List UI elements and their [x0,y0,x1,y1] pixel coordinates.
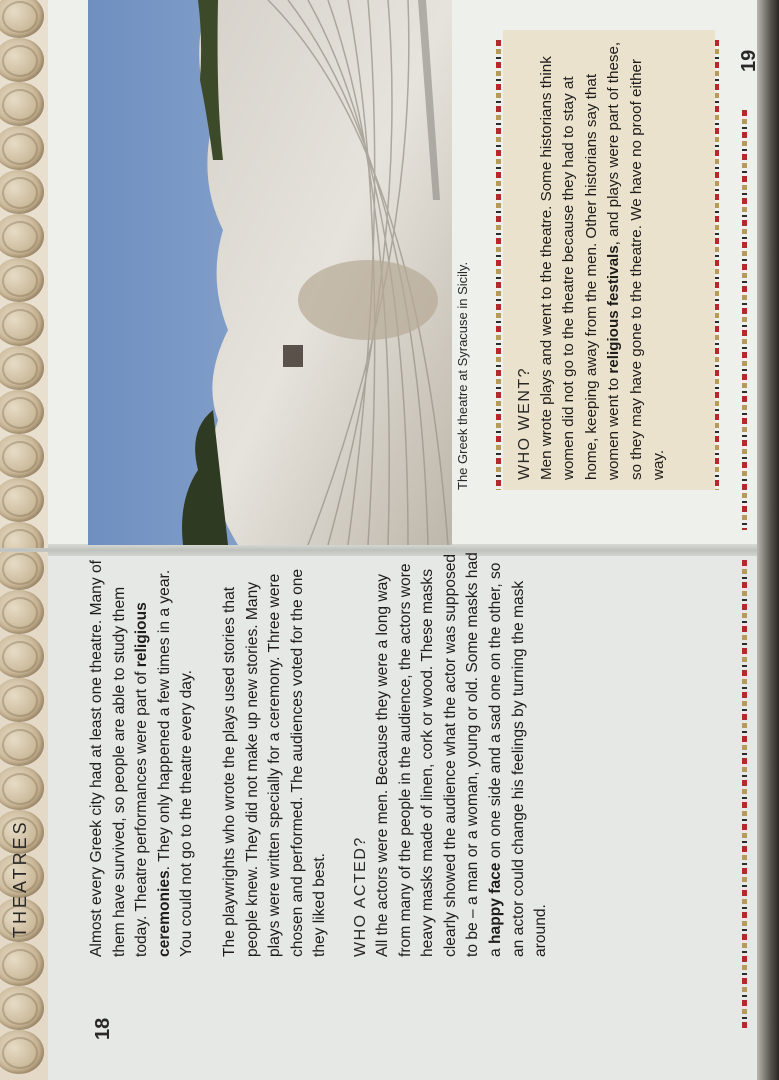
left-page-text [86,547,573,957]
coin-ornament [0,766,44,810]
coin-ornament [0,126,44,170]
paragraph-3: All the actors were men. Because they were a long way from many of the people in the audience, the actors wore heavy masks made of linen, cork or wood. These masks clearly showed the audience what the actor was supposed to be – a man or a woman, young or old. Some masks had a happy face on one side and a sad one on the other, so an actor could change his feelings by turning the mask around. [373,552,550,957]
bold-term-religious-ceremonies: religious ceremonies [133,602,173,957]
coin-ornament [0,552,44,590]
coin-ornament [0,258,44,302]
coin-ornament [0,942,44,986]
coin-ornament [0,634,44,678]
coin-ornament [0,986,44,1030]
coin-ornament [0,590,44,634]
coin-ornament [0,170,44,214]
coin-ornament [0,522,44,548]
coin-ornament [0,302,44,346]
section-title: THEATRES [10,819,30,938]
coin-ornament [0,1030,44,1074]
who-went-heading: WHO WENT? [516,366,533,480]
book-edge-shadow [757,0,779,1080]
coin-ornament [0,722,44,766]
coin-ornament [0,478,44,522]
decorative-stripe-right-page [742,110,747,530]
coin-ornament [0,434,44,478]
who-went-text [516,40,690,480]
photo-caption: The Greek theatre at Syracuse in Sicily. [455,261,470,490]
page-number-right: 19 [738,49,760,72]
theatre-photo [88,0,452,545]
coin-ornament [0,678,44,722]
page-number-left: 18 [92,1017,114,1040]
decorative-stripe-left-page [742,560,747,1030]
coin-ornament [0,0,44,38]
coin-ornament [0,214,44,258]
coin-ornament [0,390,44,434]
coin-ornament [0,38,44,82]
box-stripe-top [496,40,501,490]
coin-ornament [0,82,44,126]
bold-term-religious-festivals: religious festivals [605,245,623,374]
coin-ornament [0,346,44,390]
coin-border-left-page [0,552,48,1080]
paragraph-1: Almost every Greek city had at least one theatre. Many of them have survived, so people are able to study them today. Theatre performances were part of religious ceremonies. They only happened a few times in a year. You could not go to the theatre every day. [88,560,196,957]
who-acted-heading: WHO ACTED? [351,836,369,957]
bold-term-happy-face: happy face [486,862,504,944]
paragraph-2: The playwrights who wrote the plays used stories that people knew. They did not make up new stories. Many plays were written specially for a ceremony. Three were chosen and performed. The audiences voted for the one they liked best. [220,568,329,957]
coin-border-right-page [0,0,48,548]
who-went-paragraph: Men wrote plays and went to the theatre. Some historians think women did not go to the theatre because they had to stay at home, keeping away from the men. Other historians say that women went to religious festivals, and plays were part of these, so they may have gone to the theatre. We have no proof either way. [538,41,668,480]
